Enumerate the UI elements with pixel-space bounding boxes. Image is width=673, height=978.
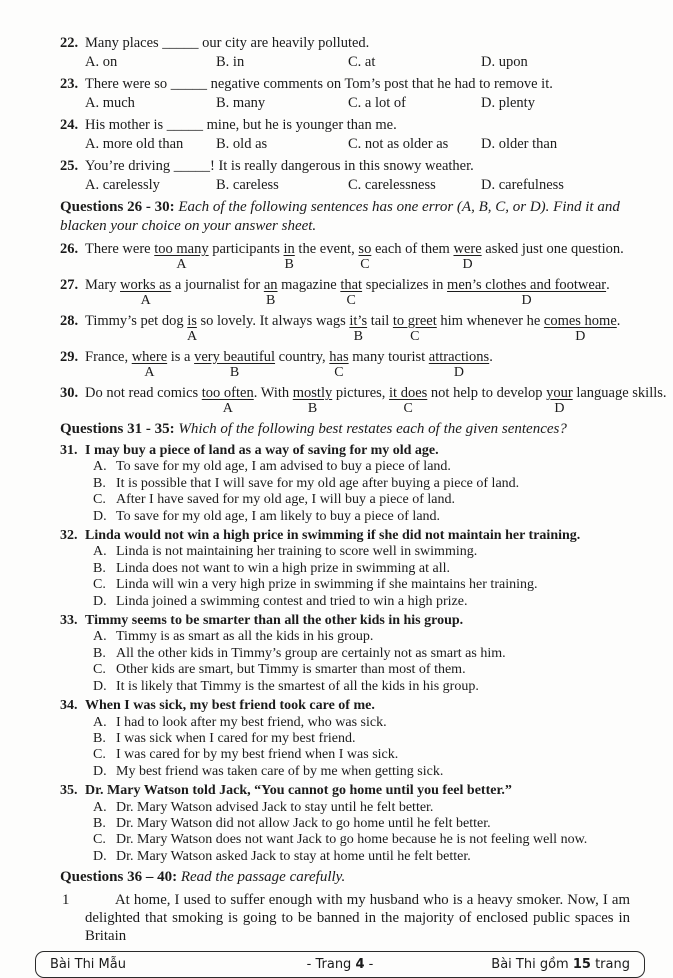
choice-label: C. (93, 747, 106, 763)
restate-question (60, 783, 630, 865)
question-number: 30. (60, 385, 79, 401)
sentence-text: language skills. (572, 385, 667, 401)
question-stem: I may buy a piece of land as a way of saving for my old age. (85, 443, 439, 458)
total-pages-value: 15 (572, 957, 591, 973)
sentence-text: is a (167, 349, 195, 365)
question-stem: Timmy seems to be smarter than all the other kids in his group. (85, 613, 464, 629)
error-letter: C (403, 401, 413, 416)
underlined-phrase: men’s clothes and footwear D (447, 277, 607, 308)
choice-text: Other kids are smart, but Timmy is smarter than most of them. (116, 662, 466, 678)
sentence-text: Do not read comics (85, 385, 202, 401)
choice-label: A. (93, 714, 107, 730)
choice-text: After I have saved for my old age, I will buy a piece of land. (116, 492, 455, 508)
answer-choice (85, 679, 630, 695)
choice-text: Dr. Mary Watson asked Jack to stay at home until he felt better. (116, 848, 471, 864)
sentence-text: France, (85, 349, 132, 365)
option: C. not as older as (348, 136, 449, 152)
restate-question (60, 698, 630, 780)
choice-label: A. (93, 799, 107, 815)
options-row (85, 135, 630, 154)
underlined-phrase: works as A (120, 277, 172, 308)
choice-label: A. (93, 629, 107, 645)
footer-center-text: - (364, 957, 374, 973)
error-letter: D (462, 257, 473, 272)
choice-text: I had to look after my best friend, who was sick. (116, 714, 387, 730)
sentence-text: . (489, 349, 493, 365)
underlined-phrase: were D (453, 241, 482, 272)
question-number: 33. (60, 613, 78, 629)
choice-text: Linda is not maintaining her training to score well in swimming. (116, 544, 478, 560)
option: D. carefulness (481, 177, 564, 193)
sentence-text: asked just one question. (481, 241, 624, 257)
error-letter: B (307, 401, 318, 416)
sentence-text: each of them (371, 241, 454, 257)
sentence-text: There were (85, 241, 155, 257)
answer-choice (85, 459, 630, 475)
choice-label: D. (93, 678, 107, 694)
option: D. upon (481, 54, 528, 70)
option: C. carelessness (348, 177, 436, 193)
question-text: Many places _____ our city are heavily polluted. (85, 35, 370, 51)
error-sentence (85, 313, 621, 344)
footer-right (437, 957, 630, 972)
footer-right-text: trang (590, 957, 630, 973)
answer-choice (85, 594, 630, 610)
underlined-phrase: it’s B (349, 313, 368, 344)
error-letter: C (334, 365, 344, 380)
error-letter: D (521, 293, 532, 308)
error-letter: B (266, 293, 276, 308)
underlined-phrase: is A (186, 313, 198, 344)
answer-choice (85, 544, 630, 560)
answer-choice (85, 492, 630, 508)
question-number: 31. (60, 443, 78, 458)
underlined-phrase: has C (329, 349, 349, 380)
error-letter: A (176, 257, 187, 272)
question-number: 32. (60, 528, 78, 544)
answer-choice (85, 577, 630, 593)
answer-choice (85, 561, 630, 577)
question-number: 27. (60, 277, 79, 293)
option: C. at (348, 54, 376, 70)
error-letter: D (453, 365, 465, 380)
sentence-text: magazine (277, 277, 341, 293)
underlined-phrase: comes home D (543, 313, 617, 344)
sentence-text: not help to develop (427, 385, 547, 401)
answer-choice (85, 646, 630, 662)
answer-choice (85, 731, 630, 747)
error-letter: C (360, 257, 370, 272)
error-letter: B (229, 365, 240, 380)
footer-center-text: - Trang (306, 957, 356, 973)
sentence-text: . (606, 277, 610, 293)
restate-question (60, 528, 630, 610)
question-text: There were so _____ negative comments on Tom’s post that he had to remove it. (85, 76, 553, 92)
answer-choice (85, 849, 630, 865)
option: A. more old than (85, 136, 184, 152)
option: A. on (85, 54, 118, 70)
answer-choice (85, 509, 630, 525)
underlined-phrase: to greet C (392, 313, 437, 344)
choice-text: I was sick when I cared for my best friend. (116, 730, 356, 746)
question-number: 24. (60, 117, 79, 133)
mcq-question (60, 157, 630, 195)
error-sentence (85, 349, 493, 380)
error-letter: C (346, 293, 356, 308)
error-sentence (85, 241, 624, 272)
sentence-text: so lovely. It always wags (196, 313, 350, 329)
choice-text: To save for my old age, I am advised to buy a piece of land. (116, 459, 451, 475)
option: B. old as (216, 136, 268, 152)
choice-text: I was cared for by my best friend when I was sick. (116, 747, 399, 763)
choice-label: C. (93, 492, 106, 508)
page-number (243, 957, 436, 972)
error-letter: C (410, 329, 420, 344)
question-number: 34. (60, 698, 78, 714)
choice-text: Linda does not want to win a high prize in swimming at all. (116, 560, 450, 576)
restate-question (60, 443, 630, 525)
choice-label: C. (93, 577, 106, 593)
error-question (60, 312, 630, 348)
sentence-text: specializes in (362, 277, 448, 293)
choice-text: Dr. Mary Watson did not allow Jack to go home until he felt better. (116, 815, 491, 831)
error-section (60, 240, 667, 420)
underlined-phrase: mostly B (292, 385, 333, 416)
question-number: 22. (60, 35, 79, 51)
option: B. careless (216, 177, 279, 193)
option: B. in (216, 54, 245, 70)
question-stem: Linda would not win a high price in swimming if she did not maintain her training. (85, 528, 581, 544)
footer-left: Bài Thi Mẫu (50, 957, 126, 973)
choice-label: A. (93, 544, 107, 560)
sentence-text: Mary (85, 277, 121, 293)
answer-choice (85, 715, 630, 731)
option: C. a lot of (348, 95, 406, 111)
answer-choice (85, 629, 630, 645)
question-number: 35. (60, 783, 78, 799)
choice-text: All the other kids in Timmy’s group are certainly not as smart as him. (116, 645, 506, 661)
underlined-phrase: in B (283, 241, 295, 272)
choice-label: B. (93, 730, 106, 746)
sentence-text: participants (208, 241, 284, 257)
mcq-question (60, 34, 630, 72)
underlined-phrase: so C (358, 241, 372, 272)
option: A. much (85, 95, 135, 111)
error-letter: B (284, 257, 294, 272)
answer-choice (85, 662, 630, 678)
underlined-phrase: your D (546, 385, 573, 416)
restate-section-heading (60, 420, 630, 439)
sentence-text: country, (275, 349, 330, 365)
paragraph-number: 1 (62, 892, 70, 909)
underlined-phrase: very beautiful B (194, 349, 276, 380)
choice-text: It is likely that Timmy is the smartest of all the kids in his group. (116, 678, 479, 694)
error-letter: D (554, 401, 565, 416)
error-sentence (85, 277, 610, 308)
choice-text: Timmy is as smart as all the kids in his group. (116, 629, 374, 645)
choice-label: B. (93, 645, 106, 661)
choice-text: Dr. Mary Watson advised Jack to stay until he felt better. (116, 799, 434, 815)
question-text: His mother is _____ mine, but he is younger than me. (85, 117, 397, 133)
choice-label: D. (93, 508, 107, 524)
answer-choice (85, 747, 630, 763)
error-sentence (85, 385, 667, 416)
heading-label: Questions 31 - 35: (60, 421, 175, 437)
underlined-phrase: too often A (201, 385, 254, 416)
choice-label: A. (93, 459, 107, 475)
error-question (60, 384, 667, 420)
error-letter: B (353, 329, 363, 344)
choice-label: B. (93, 815, 106, 831)
question-number: 26. (60, 241, 79, 257)
page-footer (35, 951, 645, 978)
sentence-text: many tourist (348, 349, 429, 365)
sentence-text: a journalist for (171, 277, 264, 293)
error-letter: D (575, 329, 586, 344)
error-question (60, 240, 630, 276)
underlined-phrase: where A (131, 349, 168, 380)
heading-label: Questions 36 – 40: (60, 869, 178, 886)
option: D. plenty (481, 95, 535, 111)
error-letter: A (222, 401, 233, 416)
paragraph-text: At home, I used to suffer enough with my husband who is a heavy smoker. Now, I am delighted that smoking is going to be banned in the majority of enclosed public spaces in Britain (85, 892, 630, 945)
choice-label: C. (93, 832, 106, 848)
passage-section-heading (60, 868, 630, 887)
error-letter: A (186, 329, 198, 344)
sentence-text: . With (253, 385, 293, 401)
options-row (85, 94, 630, 113)
choice-text: Linda will win a very high prize in swimming if she maintains her training. (116, 577, 538, 593)
question-number: 25. (60, 158, 79, 174)
heading-label: Questions 26 - 30: (60, 199, 175, 215)
choice-text: Dr. Mary Watson does not want Jack to go home because he is not feeling well now. (116, 832, 588, 848)
mcq-question (60, 75, 630, 113)
error-letter: A (140, 293, 151, 308)
footer-right-text: Bài Thi gồm (491, 957, 573, 973)
error-question (60, 348, 630, 384)
choice-label: D. (93, 763, 107, 779)
underlined-phrase: too many A (154, 241, 209, 272)
page-number-value: 4 (355, 957, 365, 973)
question-stem: When I was sick, my best friend took care of me. (85, 698, 375, 714)
option: A. carelessly (85, 177, 160, 193)
choice-label: B. (93, 475, 106, 491)
underlined-phrase: that C (340, 277, 363, 308)
option: B. many (216, 95, 266, 111)
underlined-phrase: an B (263, 277, 278, 308)
sentence-text: . (616, 313, 621, 329)
options-row (85, 176, 630, 195)
question-stem: Dr. Mary Watson told Jack, “You cannot go home until you feel better.” (85, 783, 512, 799)
question-number: 23. (60, 76, 79, 92)
question-number: 28. (60, 313, 79, 329)
choice-label: D. (93, 848, 107, 864)
options-row (85, 53, 630, 72)
option: D. older than (481, 136, 558, 152)
answer-choice (85, 816, 630, 832)
error-letter: A (144, 365, 155, 380)
choice-label: C. (93, 662, 106, 678)
sentence-text: Timmy’s pet dog (85, 313, 188, 329)
restate-section (60, 443, 630, 865)
heading-instruction: Each of the following sentences has one error (A, B, C, or D). Find it and blacken your choice on your answer sheet. (60, 199, 620, 234)
answer-choice (85, 832, 630, 848)
underlined-phrase: attractions D (428, 349, 490, 380)
error-section-heading (60, 198, 630, 236)
sentence-text: the event, (294, 241, 359, 257)
heading-instruction: Which of the following best restates each of the given sentences? (178, 421, 567, 437)
answer-choice (85, 800, 630, 816)
question-text: You’re driving _____! It is really dangerous in this snowy weather. (85, 158, 474, 174)
choice-text: My best friend was taken care of by me when getting sick. (116, 763, 444, 779)
choice-label: B. (93, 560, 106, 576)
choice-text: It is possible that I will save for my old age after buying a piece of land. (116, 475, 520, 491)
mcq-question (60, 116, 630, 154)
answer-choice (85, 764, 630, 780)
sentence-text: tail (367, 313, 393, 329)
question-number: 29. (60, 349, 79, 365)
heading-instruction: Read the passage carefully. (180, 869, 346, 886)
mcq-section (60, 34, 630, 195)
error-question (60, 276, 630, 312)
restate-question (60, 613, 630, 695)
passage-paragraph (60, 891, 630, 945)
sentence-text: pictures, (332, 385, 390, 401)
underlined-phrase: it does C (389, 385, 428, 416)
choice-text: To save for my old age, I am likely to buy a piece of land. (116, 508, 441, 524)
sentence-text: him whenever he (436, 313, 544, 329)
choice-label: D. (93, 593, 107, 609)
choice-text: Linda joined a swimming contest and tried to win a high prize. (116, 593, 468, 609)
answer-choice (85, 476, 630, 492)
